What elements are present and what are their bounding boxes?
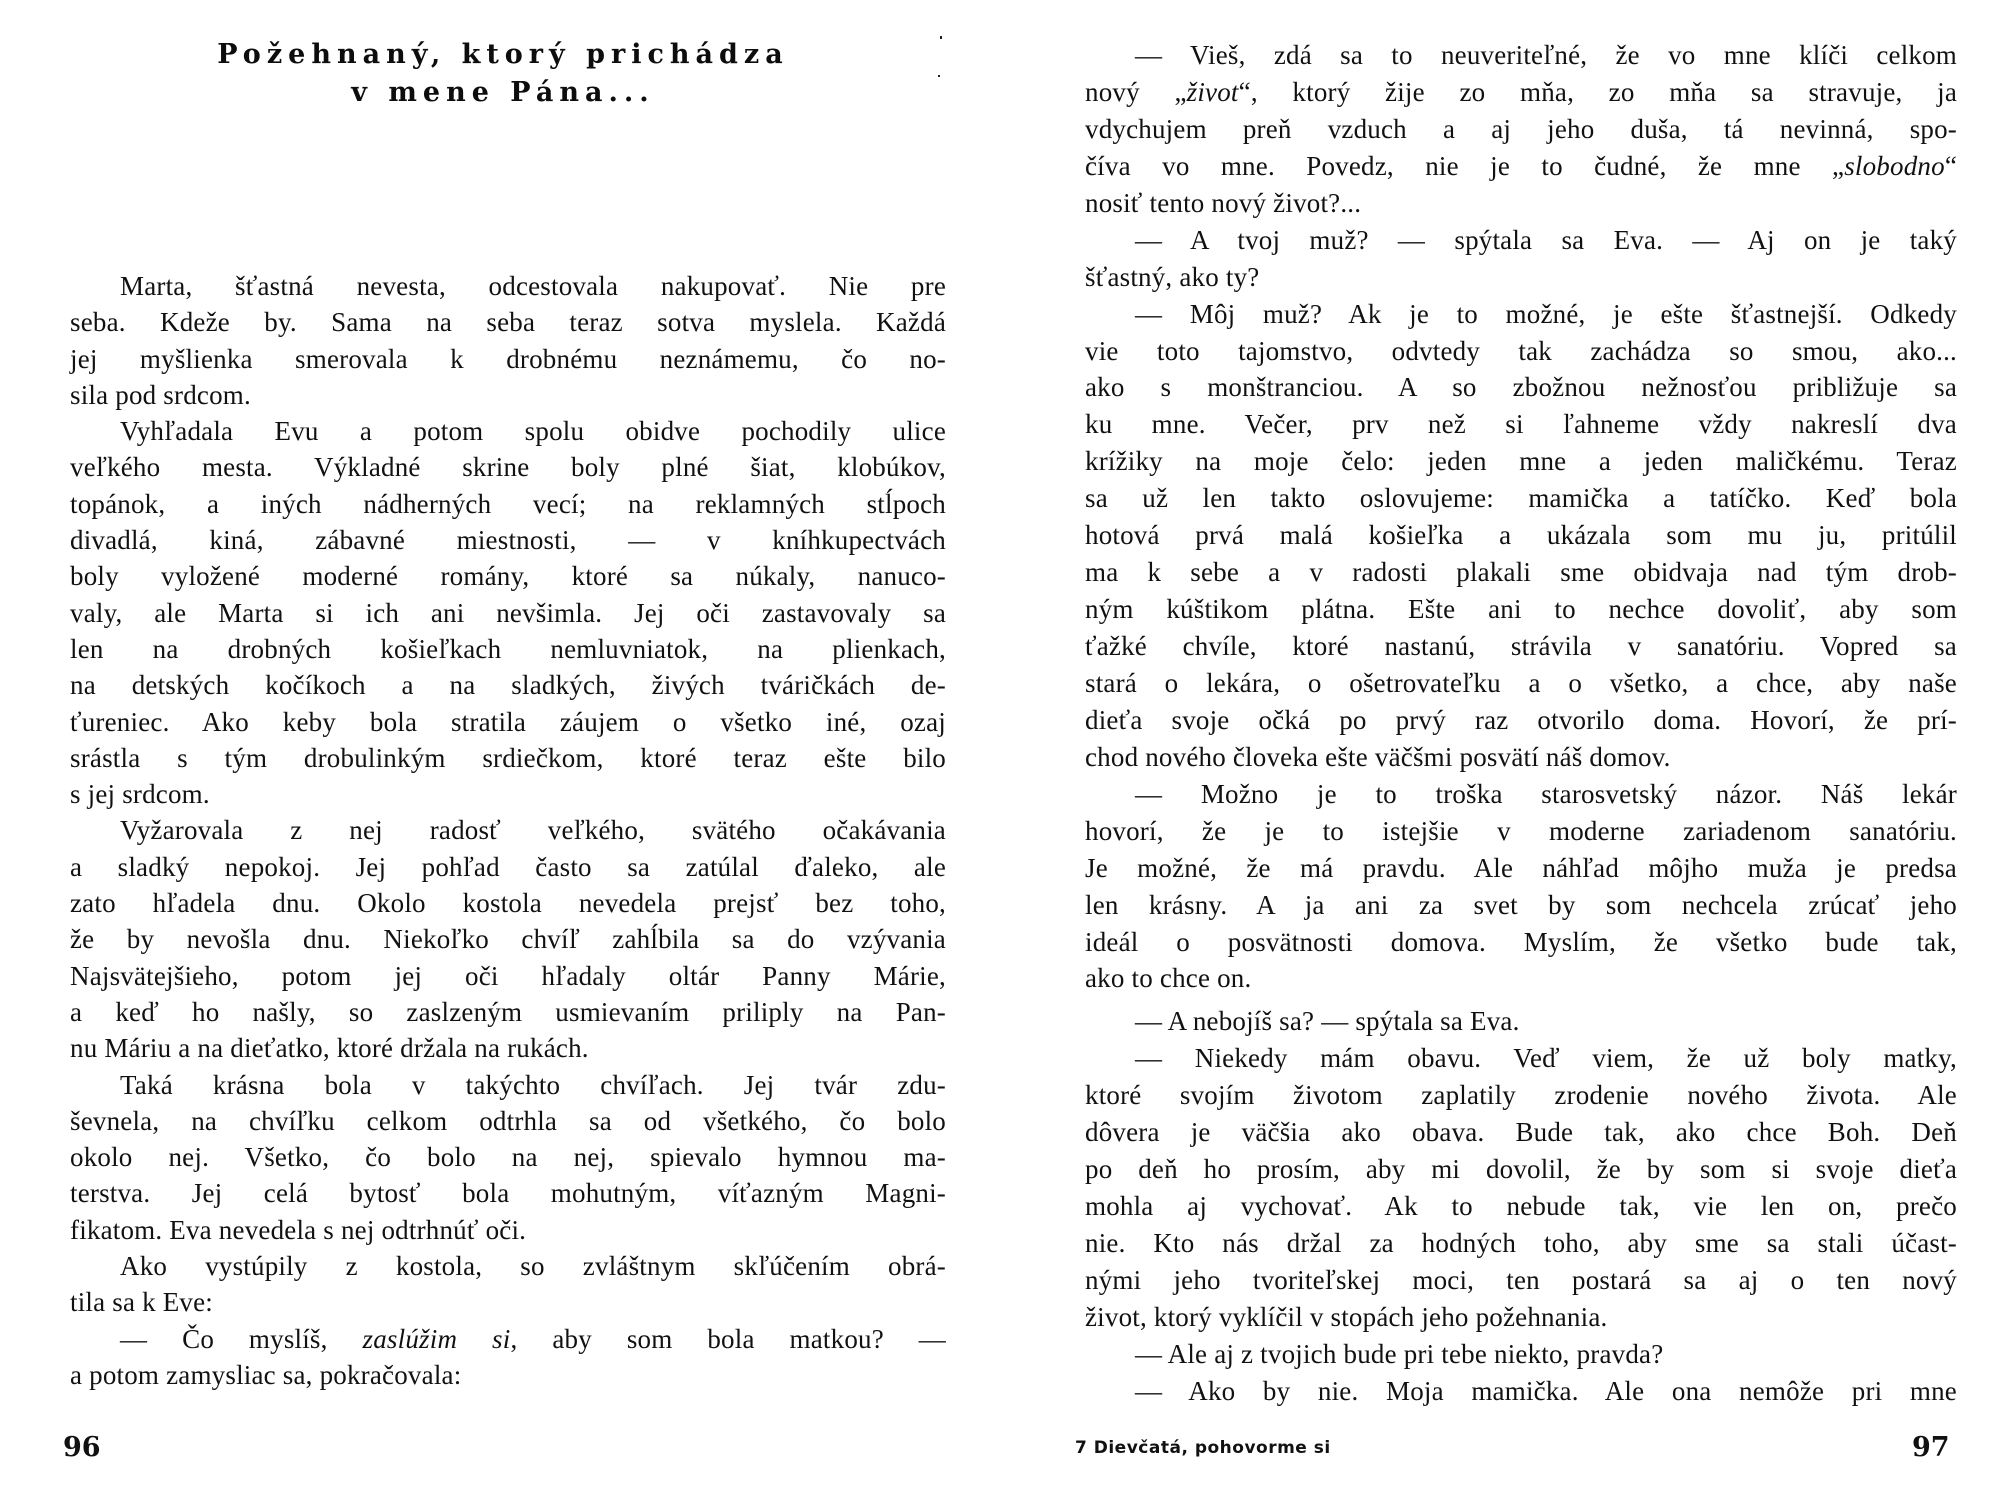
text-line: po deň ho prosím, aby mi dovolil, že by som si svoje dieťa [1085, 1154, 1957, 1185]
text-line: Najsvätejšieho, potom jej oči hľadaly oltár Panny Márie, [70, 960, 946, 991]
text-line: Ako vystúpily z kostola, so zvláštnym skľúčením obrá- [120, 1251, 946, 1282]
text-line: valy, ale Marta si ich ani nevšimla. Jej oči zastavovaly sa [70, 597, 946, 628]
text-line: divadlá, kiná, zábavné miestnosti, — v kníhkupectvách [70, 525, 946, 556]
right-page [1006, 0, 2012, 1500]
text-line: číva vo mne. Povedz, nie je to čudné, že mne „slobodno“ [1085, 150, 1957, 181]
emphasis: slobodno [1844, 150, 1945, 181]
chapter-title [0, 36, 1006, 112]
text-line: šťastný, ako ty? [1085, 261, 1260, 292]
text-line: hovorí, že je to istejšie v moderne zariadenom sanatóriu. [1085, 815, 1957, 846]
text-line: ťažké chvíle, ktoré nastanú, strávila v sanatóriu. Vopred sa [1085, 631, 1957, 661]
text-line: — A tvoj muž? — spýtala sa Eva. — Aj on je taký [1135, 224, 1957, 255]
text-line: seba. Kdeže by. Sama na seba teraz sotva myslela. Každá [70, 307, 946, 338]
text-line: dôvera je väčšia ako obava. Bude tak, ako chce Boh. Deň [1085, 1117, 1957, 1148]
text-line: a potom zamysliac sa, pokračovala: [70, 1359, 462, 1390]
text-line: hotová prvá malá košieľka a ukázala som mu ju, pritúlil [1085, 520, 1957, 551]
text-line: na detských kočíkoch a na sladkých, živých tváričkách de- [70, 670, 946, 701]
text-line: ševnela, na chvíľku celkom odtrhla sa od všetkého, čo bolo [70, 1105, 946, 1136]
gutter-mark [938, 75, 940, 77]
text-line: nosiť tento nový život?... [1085, 187, 1362, 218]
text-line: sila pod srdcom. [70, 379, 251, 410]
text-line: — Možno je to troška starosvetský názor. Náš lekár [1135, 778, 1957, 809]
emphasis: zaslúžim si [362, 1323, 511, 1354]
page-number-left: 96 [63, 1432, 101, 1463]
text-line: ku mne. Večer, prv než si ľahneme vždy nakreslí dva [1085, 409, 1957, 440]
text-line: zato hľadela dnu. Okolo kostola nevedela prejsť bez toho, [70, 888, 946, 919]
text-line: Vyžarovala z nej radosť veľkého, svätého očakávania [120, 815, 946, 846]
text-line: fikatom. Eva nevedela s nej odtrhnúť oči. [70, 1214, 527, 1245]
printer-signature-mark: 7 Dievčatá, pohovorme si [1075, 1438, 1331, 1458]
text-line: ným kúštikom plátna. Ešte ani to nechce dovoliť, aby som [1085, 594, 1957, 625]
emphasis: život [1186, 76, 1239, 107]
text-line: — Vieš, zdá sa to neuveriteľné, že vo mne klíči celkom [1135, 40, 1957, 70]
text-line: nu Máriu a na dieťatko, ktoré držala na rukách. [70, 1033, 589, 1064]
text-line: mohla aj vychovať. Ak to nebude tak, vie len on, prečo [1085, 1191, 1957, 1222]
text-line: nými jeho tvoriteľskej moci, ten postará sa aj o ten nový [1085, 1264, 1957, 1295]
text-line: život, ktorý vyklíčil v stopách jeho požehnania. [1085, 1301, 1608, 1332]
text-line: terstva. Jej celá bytosť bola mohutným, víťazným Magni- [70, 1178, 946, 1209]
text-line: s jej srdcom. [70, 779, 210, 810]
text-line: tila sa k Eve: [70, 1287, 214, 1318]
text-line: krížiky na moje čelo: jeden mne a jeden maličkému. Teraz [1085, 446, 1957, 477]
text-line: ako to chce on. [1085, 963, 1252, 994]
gutter-mark [940, 36, 942, 39]
text-line: dieťa svoje očká po prvý raz otvorilo doma. Hovorí, že prí- [1085, 704, 1957, 735]
text-line: okolo nej. Všetko, čo bolo na nej, spievalo hymnou ma- [70, 1142, 946, 1173]
text-line: stará o lekára, o ošetrovateľku a o všetko, a chce, aby naše [1085, 667, 1957, 698]
text-line: Vyhľadala Evu a potom spolu obidve pochodily ulice [120, 416, 946, 447]
text-line: — Čo myslíš, zaslúžim si, aby som bola matkou? — [120, 1323, 947, 1354]
text-line: Marta, šťastná nevesta, odcestovala nakupovať. Nie pre [120, 271, 946, 301]
text-line: Taká krásna bola v takýchto chvíľach. Jej tvár zdu- [120, 1069, 946, 1100]
text-line: ktoré svojím životom zaplatily zrodenie nového života. Ale [1085, 1080, 1957, 1111]
text-line: nie. Kto nás držal za hodných toho, aby sme sa stali účast- [1085, 1228, 1957, 1258]
text-line: vdychujem preň vzduch a aj jeho duša, tá nevinná, spo- [1085, 113, 1957, 144]
text-line: veľkého mesta. Výkladné skrine boly plné šiat, klobúkov, [70, 452, 946, 483]
text-line: jej myšlienka smerovala k drobnému neznámemu, čo no- [70, 343, 946, 374]
text-line: chod nového človeka ešte väčšmi posvätí náš domov. [1085, 741, 1671, 772]
chapter-title-line-1: Požehnaný, ktorý prichádza [217, 39, 789, 70]
text-line: ako s monštranciou. A so zbožnou nežnosťou približuje sa [1085, 372, 1957, 403]
text-line: a sladký nepokoj. Jej pohľad často sa zatúlal ďaleko, ale [70, 851, 946, 882]
text-line: sa už len takto oslovujeme: mamička a tatíčko. Keď bola [1085, 483, 1957, 514]
text-line: len na drobných košieľkach nemluvniatok, na plienkach, [70, 633, 946, 664]
text-line: — Niekedy mám obavu. Veď viem, že už boly matky, [1135, 1043, 1957, 1074]
page-number-right: 97 [1912, 1432, 1950, 1463]
text-line: a keď ho našly, so zaslzeným usmievaním priliply na Pan- [70, 996, 946, 1027]
text-line: ťureniec. Ako keby bola stratila záujem o všetko iné, ozaj [70, 706, 946, 737]
text-line: nový „život“, ktorý žije zo mňa, zo mňa sa stravuje, ja [1085, 76, 1958, 107]
right-page-body-text [1085, 37, 1957, 1410]
text-line: — Ale aj z tvojich bude pri tebe niekto, pravda? [1135, 1338, 1664, 1369]
text-line: — Môj muž? Ak je to možné, je ešte šťastnejší. Odkedy [1135, 298, 1957, 329]
text-line: topánok, a iných nádherných vecí; na reklamných stĺpoch [70, 488, 946, 519]
chapter-title-line-2: v mene Pána... [351, 77, 655, 108]
text-line: len krásny. A ja ani za svet by som nechcela zrúcať jeho [1085, 889, 1957, 920]
text-line: vie toto tajomstvo, odvtedy tak zachádza so smou, ako... [1085, 335, 1957, 366]
text-line: ma k sebe a v radosti plakali sme obidvaja nad tým drob- [1085, 557, 1957, 588]
text-line: — A nebojíš sa? — spýtala sa Eva. [1135, 1006, 1520, 1037]
text-line: srástla s tým drobulinkým srdiečkom, ktoré teraz ešte bilo [70, 742, 946, 773]
text-line: — Ako by nie. Moja mamička. Ale ona nemôže pri mne [1135, 1375, 1957, 1406]
text-line: ideál o posvätnosti domova. Myslím, že všetko bude tak, [1085, 926, 1957, 957]
text-line: boly vyložené moderné romány, ktoré sa núkaly, nanuco- [70, 561, 946, 592]
left-page-body-text [70, 268, 946, 1393]
text-line: že by nevošla dnu. Niekoľko chvíľ zahĺbila sa do vzývania [70, 924, 946, 955]
text-line: Je možné, že má pravdu. Ale náhľad môjho muža je predsa [1085, 852, 1957, 883]
